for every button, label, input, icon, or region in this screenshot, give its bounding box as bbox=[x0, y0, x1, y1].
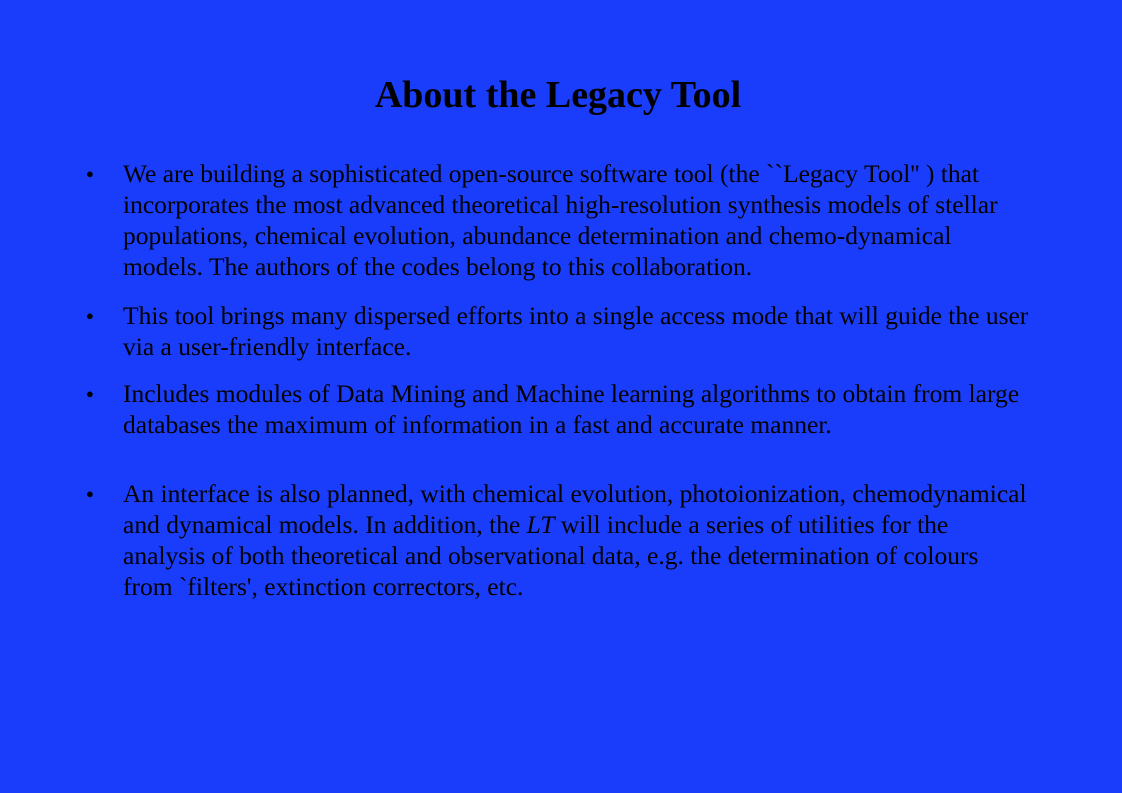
bullet-dot-icon: ● bbox=[86, 308, 94, 323]
bullet-dot-icon: ● bbox=[86, 486, 94, 501]
bullet-item-data-mining bbox=[82, 378, 1032, 440]
bullet-text-before: An interface is also planned, with chemical evolution, photoionization, chemodynamical and dynamical models. In addition, the bbox=[123, 479, 1027, 539]
bullet-text-after: will include a series of utilities for the analysis of both theoretical and observational data, e.g. the determination of colours from `filters', extinction correctors, etc. bbox=[123, 510, 979, 601]
bullet-dot-icon: ● bbox=[86, 386, 94, 401]
bullet-text: This tool brings many dispersed efforts into a single access mode that will guide the user via a user-friendly interface. bbox=[123, 301, 1029, 361]
slide-title: About the Legacy Tool bbox=[374, 74, 742, 116]
bullet-item-interface bbox=[82, 478, 1032, 602]
lt-abbreviation: LT bbox=[526, 510, 555, 539]
bullet-item-access-mode bbox=[82, 300, 1032, 362]
bullet-text: Includes modules of Data Mining and Machine learning algorithms to obtain from large databases the maximum of information in a fast and accurate manner. bbox=[123, 379, 1020, 439]
bullet-text bbox=[123, 479, 1027, 601]
bullet-list bbox=[82, 158, 1032, 602]
bullet-dot-icon: ● bbox=[86, 166, 94, 181]
bullet-text: We are building a sophisticated open-source software tool (the ``Legacy Tool'' ) that incorporates the most advanced theoretical high-resolution synthesis models of stellar populations, chemical evolution, abundance determination and chemo-dynamical models. The authors of the codes belong to this collaboration. bbox=[123, 159, 998, 281]
bullet-item-legacy-tool bbox=[82, 158, 1032, 282]
